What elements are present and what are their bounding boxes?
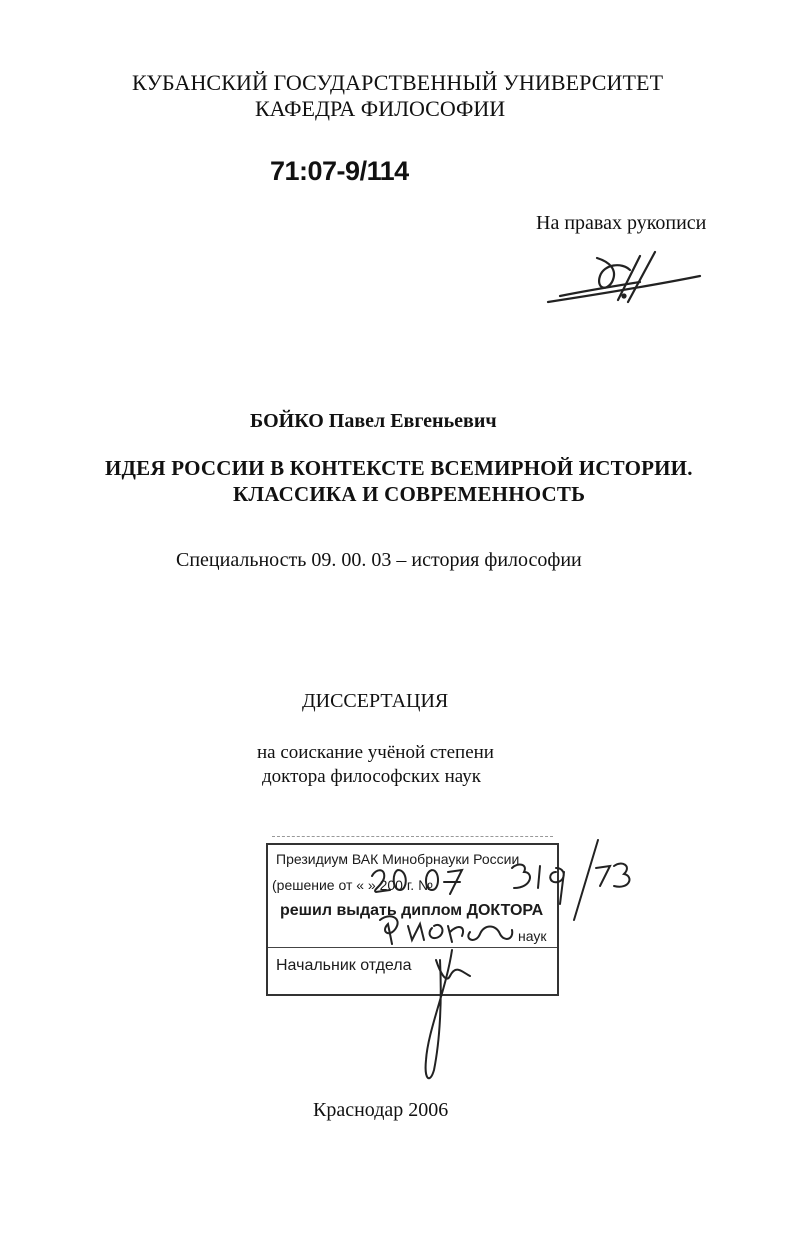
vak-stamp	[266, 843, 559, 996]
document-type: ДИССЕРТАЦИЯ	[302, 690, 449, 712]
university-name: КУБАНСКИЙ ГОСУДАРСТВЕННЫЙ УНИВЕРСИТЕТ	[132, 70, 664, 95]
stamp-line-head: Начальник отдела	[276, 957, 412, 974]
dissertation-title-line-2: КЛАССИКА И СОВРЕМЕННОСТЬ	[233, 482, 586, 506]
department-name: КАФЕДРА ФИЛОСОФИИ	[255, 96, 506, 121]
specialty: Специальность 09. 00. 03 – история философии	[176, 549, 582, 571]
author-name: БОЙКО Павел Евгеньевич	[250, 410, 497, 432]
catalog-code: 71:07-9/114	[270, 156, 409, 186]
rights-note: На правах рукописи	[536, 212, 707, 234]
stamp-line-presidium: Президиум ВАК Минобрнауки России	[276, 851, 520, 867]
degree-line-1: на соискание учёной степени	[257, 742, 494, 763]
stamp-line-decision: (решение от « » 200 г. №	[272, 877, 434, 893]
stamp-line-diploma: решил выдать диплом ДОКТОРА	[280, 902, 544, 919]
stamp-line-sciences: наук	[518, 928, 547, 944]
degree-line-2: доктора философских наук	[262, 766, 482, 787]
dissertation-title-line-1: ИДЕЯ РОССИИ В КОНТЕКСТЕ ВСЕМИРНОЙ ИСТОРИИ.	[105, 456, 693, 480]
city-year: Краснодар 2006	[313, 1099, 449, 1121]
stamp-divider	[268, 947, 557, 948]
stamp-top-border	[272, 836, 553, 837]
